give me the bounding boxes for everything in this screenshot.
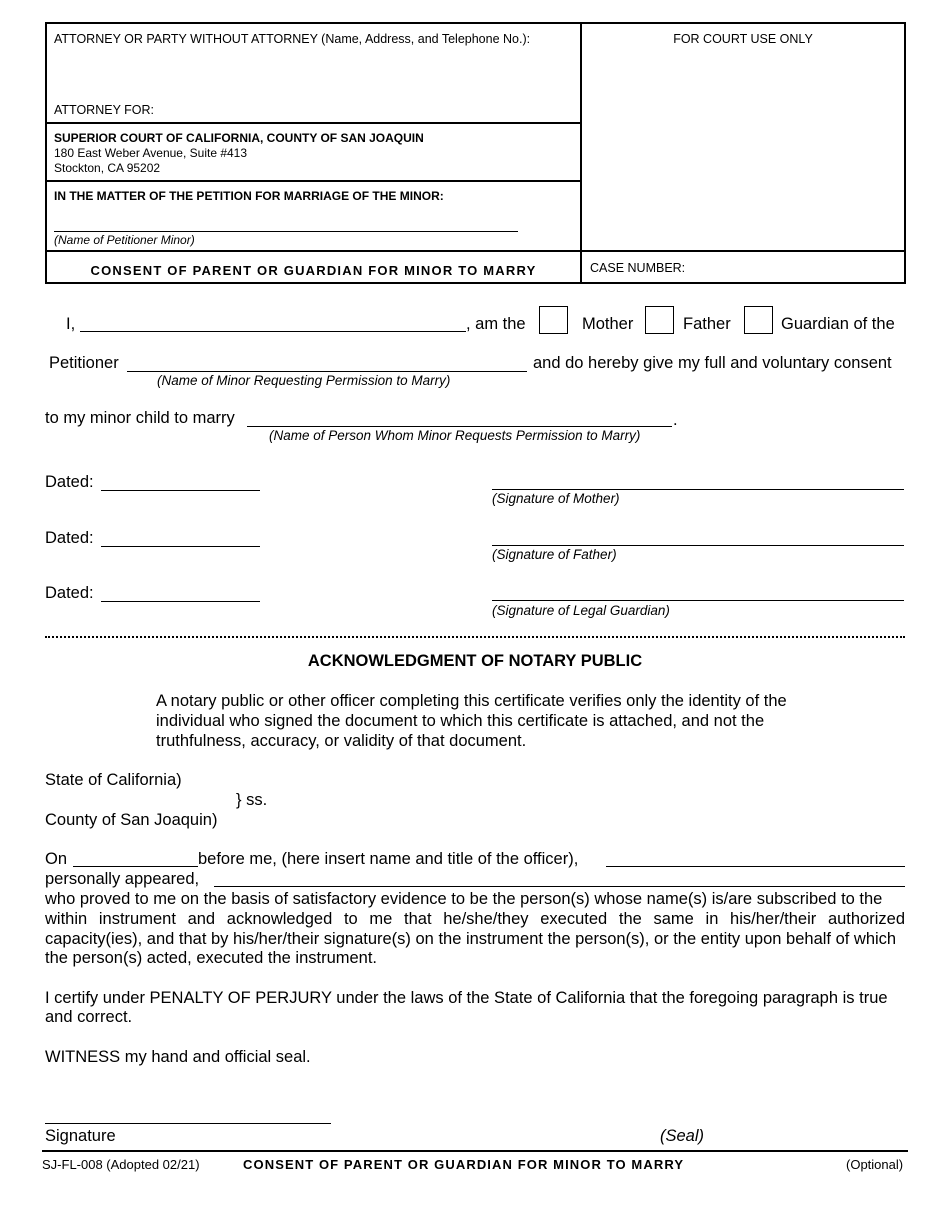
minor-name-field[interactable]: [127, 350, 527, 372]
footer-optional: (Optional): [846, 1157, 904, 1172]
to-marry-label: to my minor child to marry: [45, 409, 235, 427]
footer-form-id: SJ-FL-008 (Adopted 02/21): [42, 1157, 200, 1172]
petitioner-minor-field[interactable]: [54, 210, 518, 232]
date-mother-field[interactable]: [101, 469, 260, 491]
petitioner-label: Petitioner: [49, 354, 119, 372]
signature-line-father[interactable]: [492, 545, 904, 546]
proof-line-2: within instrument and acknowledged to me that he/she/they executed the same in his/her/their authorized: [45, 910, 905, 928]
appeared-name-field[interactable]: [214, 865, 905, 887]
attorney-for-label: ATTORNEY FOR:: [54, 103, 155, 117]
seal-label: (Seal): [660, 1127, 705, 1145]
signature-mother-note: (Signature of Mother): [492, 491, 620, 506]
father-label: Father: [683, 315, 731, 333]
guardian-checkbox[interactable]: [744, 306, 773, 334]
personally-appeared-label: personally appeared,: [45, 870, 200, 888]
court-use-label: FOR COURT USE ONLY: [673, 32, 813, 46]
attorney-label: ATTORNEY OR PARTY WITHOUT ATTORNEY (Name, Address, and Telephone No.):: [54, 32, 531, 46]
dated-label-father: Dated:: [45, 529, 94, 547]
petitioner-name-note: (Name of Petitioner Minor): [54, 233, 195, 247]
signature-line-mother[interactable]: [492, 489, 904, 490]
am-the-label: , am the: [466, 315, 526, 333]
form-title: CONSENT OF PARENT OR GUARDIAN FOR MINOR TO MARRY: [90, 263, 537, 278]
date-guardian-field[interactable]: [101, 580, 260, 602]
signature-father-note: (Signature of Father): [492, 547, 617, 562]
guardian-label: Guardian of the: [781, 315, 895, 333]
notary-disclaimer-1: A notary public or other officer completing this certificate verifies only the identity of the: [156, 692, 787, 710]
signature-line-guardian[interactable]: [492, 600, 904, 601]
i-label: I,: [66, 315, 76, 333]
person-name-note: (Name of Person Whom Minor Requests Permission to Marry): [269, 428, 641, 443]
attorney-for-field[interactable]: [160, 100, 570, 118]
signature-guardian-note: (Signature of Legal Guardian): [492, 603, 670, 618]
case-number-label: CASE NUMBER:: [590, 261, 686, 275]
mother-label: Mother: [582, 315, 634, 333]
notary-disclaimer-3: truthfulness, accuracy, or validity of that document.: [156, 732, 527, 750]
officer-name-field[interactable]: [606, 845, 905, 867]
parent-name-field[interactable]: [80, 310, 466, 332]
father-checkbox[interactable]: [645, 306, 674, 334]
footer-title: CONSENT OF PARENT OR GUARDIAN FOR MINOR TO MARRY: [243, 1157, 685, 1172]
divider-attorney: [45, 122, 582, 124]
divider-court: [45, 180, 582, 182]
dated-label-mother: Dated:: [45, 473, 94, 491]
proof-line-4: the person(s) acted, executed the instrument.: [45, 949, 378, 967]
divider-title: [45, 250, 906, 252]
before-me-label: before me, (here insert name and title of the officer),: [198, 850, 579, 868]
court-name: SUPERIOR COURT OF CALIFORNIA, COUNTY OF SAN JOAQUIN: [54, 131, 424, 145]
notary-date-field[interactable]: [73, 845, 198, 867]
matter-label: IN THE MATTER OF THE PETITION FOR MARRIAGE OF THE MINOR:: [54, 189, 444, 203]
notary-signature-label: Signature: [45, 1127, 116, 1145]
notary-title: ACKNOWLEDGMENT OF NOTARY PUBLIC: [307, 652, 643, 670]
court-address-1: 180 East Weber Avenue, Suite #413: [54, 146, 248, 160]
witness-line: WITNESS my hand and official seal.: [45, 1048, 311, 1066]
mother-checkbox[interactable]: [539, 306, 568, 334]
footer-rule: [42, 1150, 908, 1152]
caption-divider: [580, 22, 582, 284]
dated-label-guardian: Dated:: [45, 584, 94, 602]
venue-county: County of San Joaquin): [45, 811, 218, 829]
certify-line-2: and correct.: [45, 1008, 133, 1026]
attorney-info-field[interactable]: [54, 50, 569, 98]
notary-disclaimer-2: individual who signed the document to which this certificate is attached, and not the: [156, 712, 765, 730]
venue-ss: } ss.: [236, 791, 268, 809]
certify-line-1: I certify under PENALTY OF PERJURY under the laws of the State of California that the foregoing paragraph is true: [45, 989, 888, 1007]
person-name-field[interactable]: [247, 405, 672, 427]
date-father-field[interactable]: [101, 525, 260, 547]
proof-line-1: who proved to me on the basis of satisfactory evidence to be the person(s) whose name(s) is/are subscribed to the: [45, 890, 883, 908]
venue-state: State of California): [45, 771, 182, 789]
minor-name-note: (Name of Minor Requesting Permission to Marry): [157, 373, 451, 388]
consent-text: and do hereby give my full and voluntary consent: [533, 354, 892, 372]
on-label: On: [45, 850, 68, 868]
section-separator: [45, 636, 905, 638]
notary-signature-line[interactable]: [45, 1123, 331, 1124]
court-address-2: Stockton, CA 95202: [54, 161, 161, 175]
proof-line-3: capacity(ies), and that by his/her/their signature(s) on the instrument the person(s), or the entity upon behalf of which: [45, 930, 897, 948]
period: .: [673, 411, 678, 429]
case-number-field[interactable]: [690, 257, 900, 277]
